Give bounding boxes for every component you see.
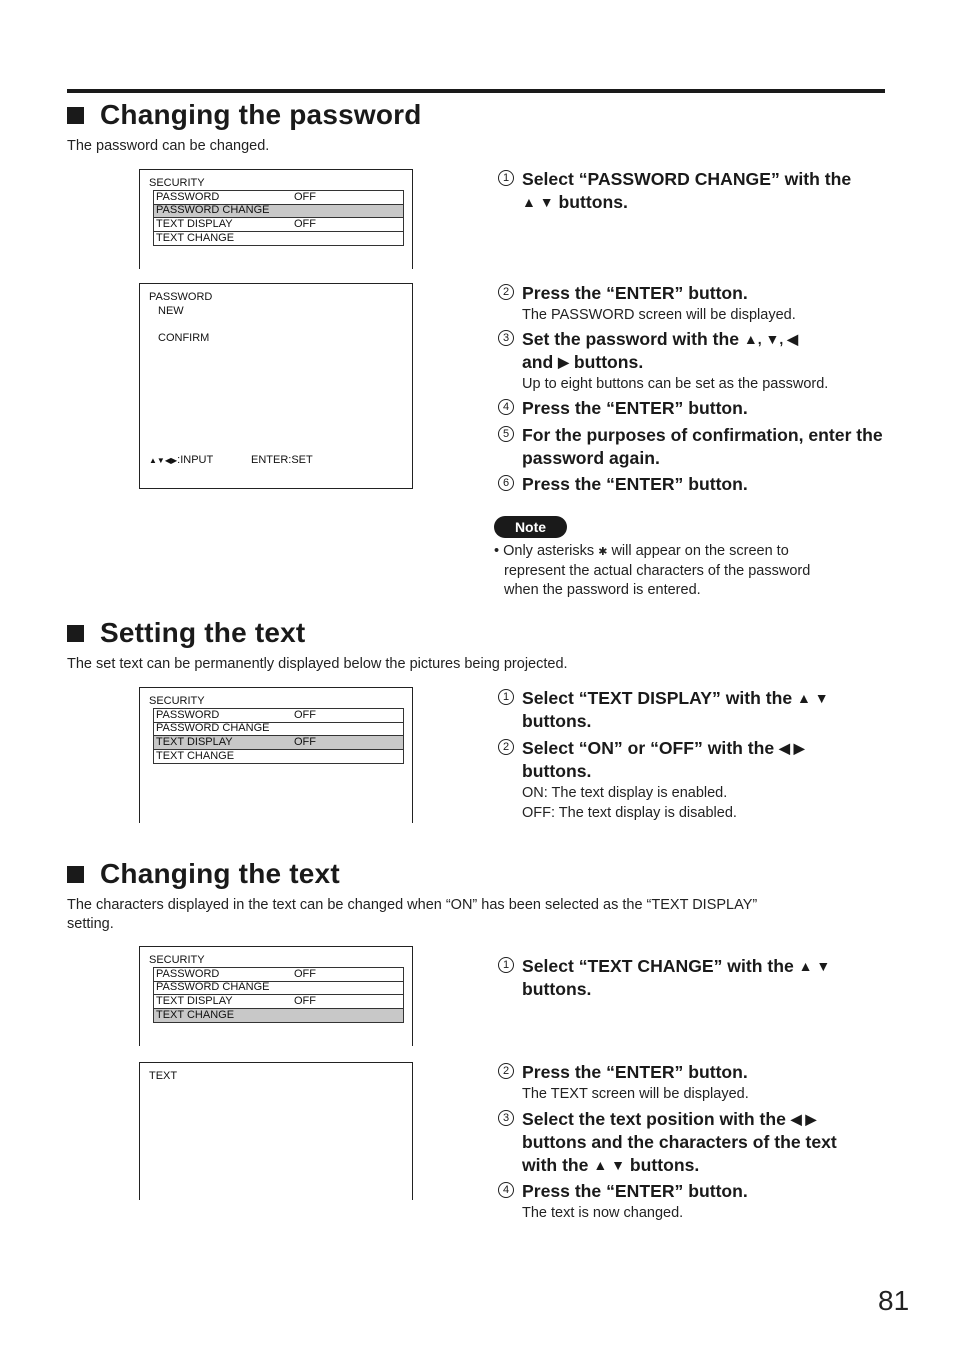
step-text-part: and [522, 352, 554, 372]
section-heading-setting-text [67, 616, 305, 650]
osd-confirm-label: CONFIRM [158, 332, 210, 344]
step-number: 1 [498, 170, 514, 186]
input-hint-text: :INPUT [177, 454, 214, 466]
note-part: will appear on the screen to [611, 543, 789, 559]
row-label: PASSWORD CHANGE [156, 722, 270, 735]
step-2 [498, 1061, 893, 1104]
osd-enter-hint: ENTER:SET [251, 454, 313, 466]
row-value: OFF [294, 708, 316, 721]
menu-row-password [154, 968, 403, 982]
osd-security-menu [139, 687, 413, 823]
note-part: represent the actual characters of the password [504, 563, 811, 579]
section-title: Setting the text [100, 617, 306, 648]
note-part: when the password is entered. [504, 582, 701, 598]
step-text-part: Select “ON” or “OFF” with the [522, 738, 775, 758]
step-text-part: buttons. [522, 761, 592, 781]
step-text-part: with the [522, 1155, 589, 1175]
step-4 [498, 1180, 893, 1223]
up-down-arrows-icon: ▲ ▼ [798, 958, 831, 974]
row-value: OFF [294, 967, 316, 980]
up-down-arrows-icon: ▲ ▼ [522, 194, 554, 210]
step-number: 2 [498, 739, 514, 755]
osd-text-screen [139, 1062, 413, 1200]
row-value: OFF [294, 190, 316, 203]
section-intro: The password can be changed. [67, 138, 270, 154]
step-text-part: Select “TEXT DISPLAY” with the [522, 688, 793, 708]
osd-input-hint [149, 454, 213, 467]
step-text-part: buttons and the characters of the text [522, 1132, 837, 1152]
step-4 [498, 397, 893, 420]
note-text [494, 542, 864, 600]
top-rule [67, 89, 885, 93]
menu-row-password-change [154, 205, 403, 219]
row-label: TEXT DISPLAY [156, 217, 233, 230]
row-label: TEXT CHANGE [156, 1009, 235, 1022]
square-bullet-icon [67, 866, 84, 883]
step-text: For the purposes of confirmation, enter the password again. [522, 425, 883, 468]
step-text [522, 737, 893, 783]
step-text [522, 1108, 893, 1177]
osd-title: TEXT [149, 1070, 178, 1082]
security-menu-table [153, 967, 404, 1023]
step-text [522, 328, 893, 374]
step-text-part: buttons. [629, 1155, 700, 1175]
osd-security-menu [139, 169, 413, 269]
right-arrow-icon: ▶ [558, 354, 569, 370]
osd-new-label: NEW [158, 305, 184, 317]
intro-line: setting. [67, 916, 114, 932]
menu-row-text-change [154, 1009, 403, 1023]
menu-row-password [154, 191, 403, 205]
step-number: 6 [498, 475, 514, 491]
step-subtext: ON: The text display is enabled. [522, 785, 728, 801]
osd-title: SECURITY [149, 695, 205, 707]
row-label: TEXT DISPLAY [156, 735, 233, 748]
step-number: 1 [498, 689, 514, 705]
left-right-arrows-icon: ◀ ▶ [790, 1111, 817, 1127]
row-value: OFF [294, 735, 316, 748]
step-text-part: buttons. [522, 711, 592, 731]
step-text-part: Select “TEXT CHANGE” with the [522, 956, 794, 976]
step-number: 1 [498, 957, 514, 973]
step-text [522, 955, 893, 1001]
step-number: 2 [498, 284, 514, 300]
osd-title: SECURITY [149, 177, 205, 189]
menu-row-text-change [154, 232, 403, 246]
step-number: 3 [498, 330, 514, 346]
osd-password-screen [139, 283, 413, 489]
row-label: PASSWORD CHANGE [156, 204, 270, 217]
step-2 [498, 282, 893, 325]
step-text-part: Select “PASSWORD CHANGE” with the [522, 169, 852, 189]
row-label: PASSWORD CHANGE [156, 981, 270, 994]
section-intro: The set text can be permanently displayed below the pictures being projected. [67, 656, 568, 672]
row-label: PASSWORD [156, 708, 220, 721]
row-label: PASSWORD [156, 967, 220, 980]
step-text [522, 687, 893, 733]
step-1 [498, 168, 893, 214]
section-title: Changing the text [100, 858, 340, 889]
menu-row-password [154, 709, 403, 723]
intro-line: The characters displayed in the text can be changed when “ON” has been selected as the “TEXT DISPLAY” [67, 897, 758, 913]
step-2 [498, 737, 893, 823]
note-part: • Only asterisks [494, 543, 595, 559]
menu-row-text-display [154, 218, 403, 232]
up-down-arrows-icon: ▲ ▼ [593, 1157, 625, 1173]
step-text-part: buttons. [573, 352, 644, 372]
row-label: TEXT CHANGE [156, 232, 235, 245]
step-text [522, 168, 893, 214]
left-right-arrows-icon: ◀ ▶ [779, 740, 805, 756]
square-bullet-icon [67, 107, 84, 124]
step-5 [498, 424, 893, 470]
row-label: TEXT DISPLAY [156, 994, 233, 1007]
row-value: OFF [294, 994, 316, 1007]
step-6 [498, 473, 893, 496]
note-badge: Note [494, 516, 567, 538]
row-label: TEXT CHANGE [156, 750, 235, 763]
step-subtext: The text is now changed. [522, 1205, 684, 1221]
step-text-part: Set the password with the [522, 329, 740, 349]
step-text: Press the “ENTER” button. [522, 398, 748, 418]
up-down-arrows-icon: ▲ ▼ [797, 690, 829, 706]
step-subtext: The PASSWORD screen will be displayed. [522, 307, 796, 323]
step-text: Press the “ENTER” button. [522, 474, 748, 494]
osd-title: SECURITY [149, 954, 205, 966]
step-3 [498, 328, 893, 394]
step-text-part: Select the text position with the [522, 1109, 786, 1129]
step-number: 4 [498, 1182, 514, 1198]
step-3 [498, 1108, 893, 1177]
direction-arrows-icon: ▲, ▼, ◀ [743, 331, 798, 347]
step-subtext: The TEXT screen will be displayed. [522, 1086, 749, 1102]
menu-row-text-display [154, 995, 403, 1009]
section-heading-password [67, 98, 422, 132]
square-bullet-icon [67, 625, 84, 642]
security-menu-table [153, 708, 404, 764]
step-subtext: Up to eight buttons can be set as the password. [522, 376, 829, 392]
row-label: PASSWORD [156, 190, 220, 203]
menu-row-text-change [154, 750, 403, 764]
step-1 [498, 687, 893, 733]
section-title: Changing the password [100, 99, 422, 130]
menu-row-text-display [154, 736, 403, 750]
security-menu-table [153, 190, 404, 246]
section-heading-changing-text [67, 857, 340, 891]
osd-title: PASSWORD [149, 291, 213, 303]
step-number: 3 [498, 1110, 514, 1126]
page-number: 81 [878, 1285, 910, 1316]
asterisk-icon: ✱ [598, 546, 608, 558]
step-text: Press the “ENTER” button. [522, 1181, 748, 1201]
osd-security-menu [139, 946, 413, 1046]
arrow-keys-icon: ▲▼◀▶ [149, 456, 178, 465]
step-number: 4 [498, 399, 514, 415]
step-number: 5 [498, 426, 514, 442]
step-1 [498, 955, 893, 1001]
row-value: OFF [294, 217, 316, 230]
step-text-part: buttons. [522, 979, 592, 999]
step-text: Press the “ENTER” button. [522, 1062, 748, 1082]
section-intro [67, 896, 757, 934]
menu-row-password-change [154, 982, 403, 996]
step-number: 2 [498, 1063, 514, 1079]
menu-row-password-change [154, 723, 403, 737]
step-text-part: buttons. [558, 192, 628, 212]
step-text: Press the “ENTER” button. [522, 283, 748, 303]
step-subtext: OFF: The text display is disabled. [522, 805, 737, 821]
